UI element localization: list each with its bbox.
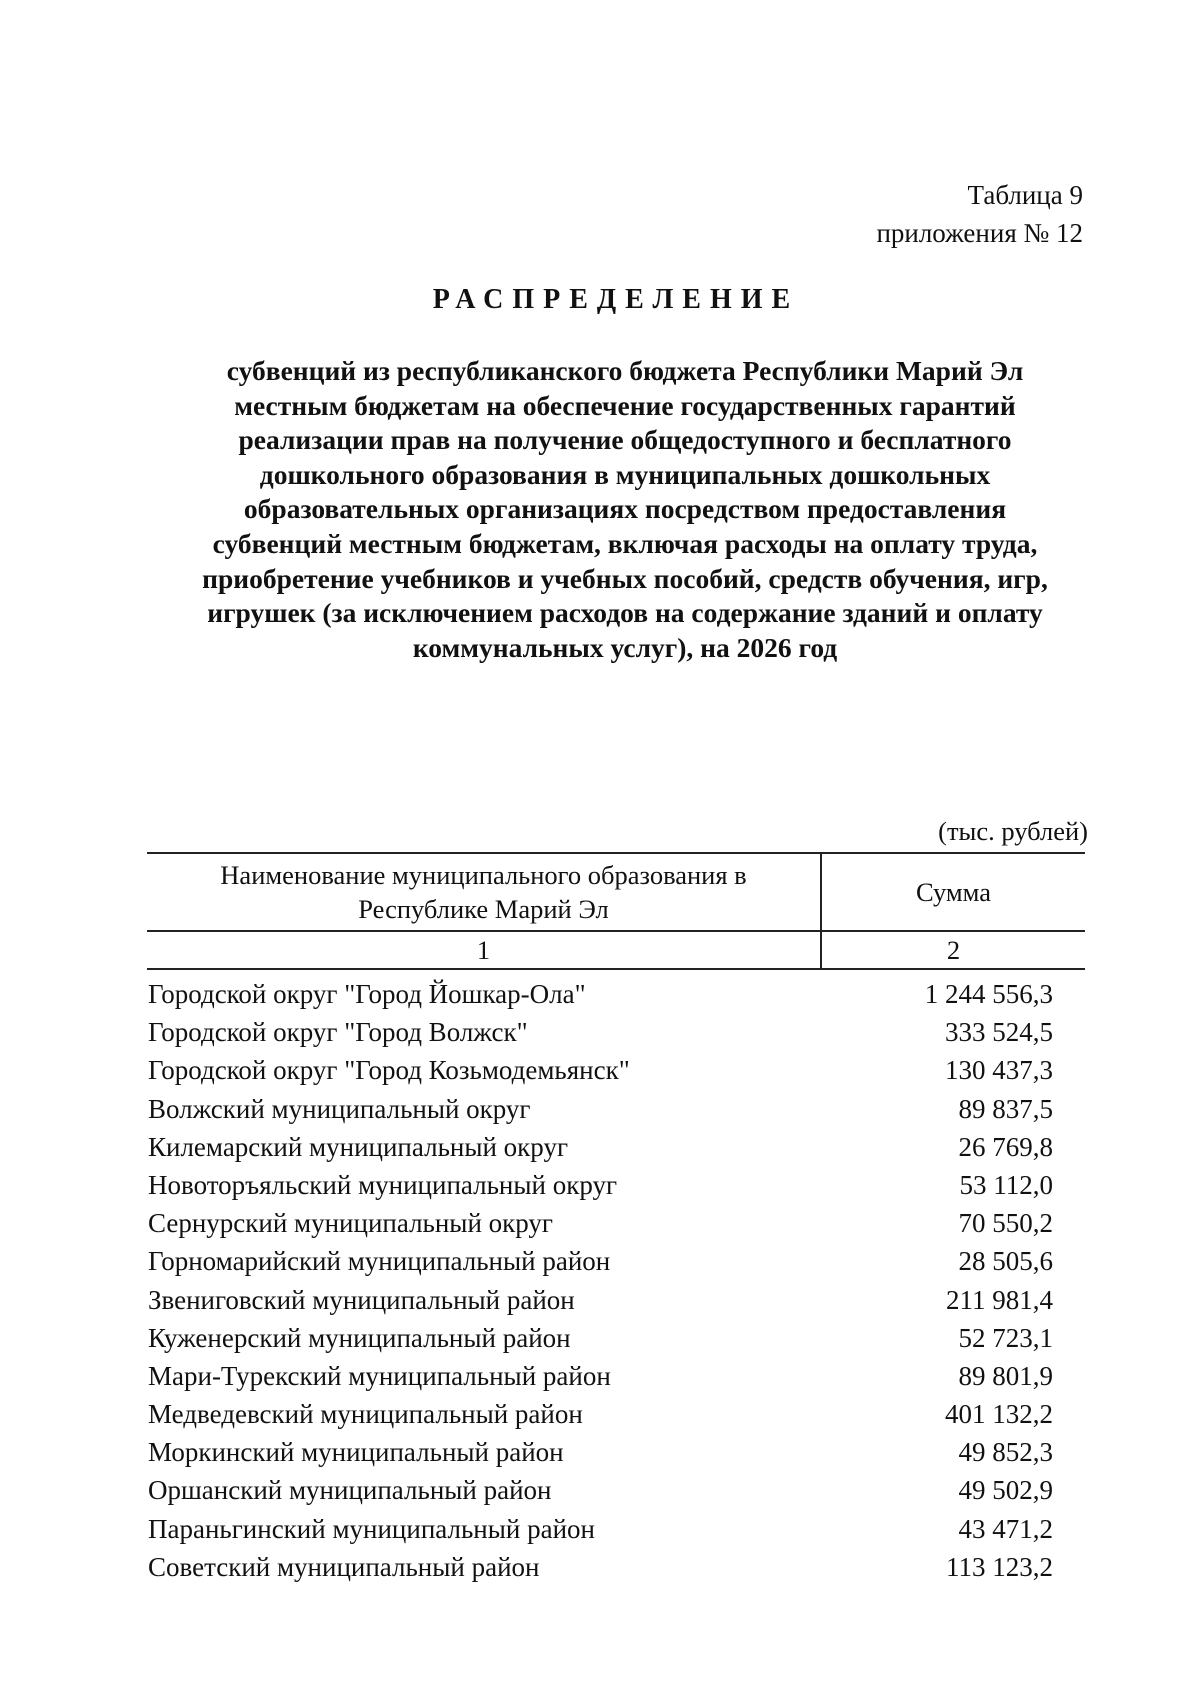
- document-subtitle: [160, 354, 1090, 665]
- amount-value: 70 550,2: [958, 1208, 1053, 1239]
- municipality-name: Волжский муниципальный округ: [148, 1093, 531, 1124]
- amount-value: 49 852,3: [958, 1437, 1053, 1468]
- subtitle-line: местным бюджетам на обеспечение государственных гарантий: [234, 389, 1016, 421]
- table-row: [148, 1090, 1053, 1128]
- municipality-name: Куженерский муниципальный район: [148, 1322, 571, 1353]
- municipality-name: Моркинский муниципальный район: [148, 1437, 564, 1468]
- header-name-line: Республике Марий Эл: [358, 894, 609, 924]
- document-heading: РАСПРЕДЕЛЕНИЕ: [432, 284, 800, 315]
- header-name-cell: [147, 853, 821, 931]
- subtitle-line: приобретение учебников и учебных пособий, средств обучения, игр,: [202, 562, 1048, 594]
- table-body: [148, 975, 1053, 1586]
- municipality-name: Городской округ "Город Йошкар-Ола": [148, 979, 586, 1009]
- column-number: 2: [821, 931, 1085, 969]
- amount-value: 52 723,1: [958, 1322, 1053, 1353]
- subtitle-line: субвенций местным бюджетам, включая расходы на оплату труда,: [212, 527, 1038, 559]
- table-row: [148, 975, 1053, 1013]
- municipality-name: Параньгинский муниципальный район: [148, 1513, 595, 1544]
- municipality-name: Городской округ "Город Козьмодемьянск": [148, 1055, 630, 1086]
- municipality-name: Мари-Турекский муниципальный район: [148, 1360, 611, 1391]
- table-row: [148, 1051, 1053, 1089]
- subtitle-line: дошкольного образования в муниципальных дошкольных: [259, 458, 991, 490]
- table-row: [148, 1395, 1053, 1433]
- header-name-line: Наименование муниципального образования в: [220, 860, 747, 890]
- units-label: (тыс. рублей): [938, 816, 1088, 846]
- table-row: [148, 1166, 1053, 1204]
- municipality-name: Сернурский муниципальный округ: [148, 1208, 553, 1239]
- amount-value: 53 112,0: [959, 1169, 1053, 1200]
- table-row: [148, 1433, 1053, 1471]
- amount-value: 401 132,2: [945, 1399, 1053, 1430]
- table-row: [148, 1242, 1053, 1280]
- municipality-name: Медведевский муниципальный район: [148, 1399, 583, 1430]
- column-number: 1: [147, 931, 821, 969]
- amount-value: 130 437,3: [945, 1055, 1053, 1086]
- table-row: [148, 1548, 1053, 1586]
- amount-value: 1 244 556,3: [924, 979, 1053, 1009]
- municipality-name: Звениговский муниципальный район: [148, 1284, 575, 1315]
- subtitle-line: коммунальных услуг), на 2026 год: [412, 631, 838, 663]
- table-row: [148, 1319, 1053, 1357]
- amount-value: 28 505,6: [958, 1246, 1053, 1277]
- amount-value: 113 123,2: [946, 1551, 1053, 1582]
- table-row: [148, 1471, 1053, 1509]
- amount-value: 43 471,2: [958, 1513, 1053, 1544]
- amount-value: 333 524,5: [945, 1017, 1053, 1048]
- amount-value: 49 502,9: [958, 1475, 1053, 1506]
- table-row: [148, 1357, 1053, 1395]
- column-number-row: [147, 931, 1085, 969]
- amount-value: 89 801,9: [958, 1360, 1053, 1391]
- municipality-name: Новоторъяльский муниципальный округ: [148, 1169, 618, 1200]
- municipality-name: Горномарийский муниципальный район: [148, 1246, 611, 1277]
- table-header: [147, 852, 1085, 970]
- header-sum-cell: Сумма: [821, 853, 1085, 931]
- municipality-name: Советский муниципальный район: [148, 1551, 540, 1582]
- table-row: [148, 1128, 1053, 1166]
- amount-value: 26 769,8: [958, 1131, 1053, 1162]
- subtitle-line: субвенций из республиканского бюджета Республики Марий Эл: [226, 355, 1024, 386]
- table-row: [148, 1510, 1053, 1548]
- subtitle-line: образовательных организациях посредством предоставления: [243, 493, 1007, 525]
- municipality-name: Оршанский муниципальный район: [148, 1475, 552, 1506]
- table-row: [148, 1281, 1053, 1319]
- municipality-name: Городской округ "Город Волжск": [148, 1017, 528, 1048]
- appendix-reference: приложения № 12: [876, 218, 1083, 248]
- subtitle-line: игрушек (за исключением расходов на содержание зданий и оплату: [207, 597, 1043, 629]
- amount-value: 89 837,5: [958, 1093, 1053, 1124]
- municipality-name: Килемарский муниципальный округ: [148, 1131, 569, 1162]
- subtitle-line: реализации прав на получение общедоступного и бесплатного: [238, 424, 1012, 456]
- header-row: [147, 853, 1085, 931]
- table-row: [148, 1013, 1053, 1051]
- table-row: [148, 1204, 1053, 1242]
- table-reference-number: Таблица 9: [967, 180, 1083, 210]
- amount-value: 211 981,4: [946, 1284, 1053, 1315]
